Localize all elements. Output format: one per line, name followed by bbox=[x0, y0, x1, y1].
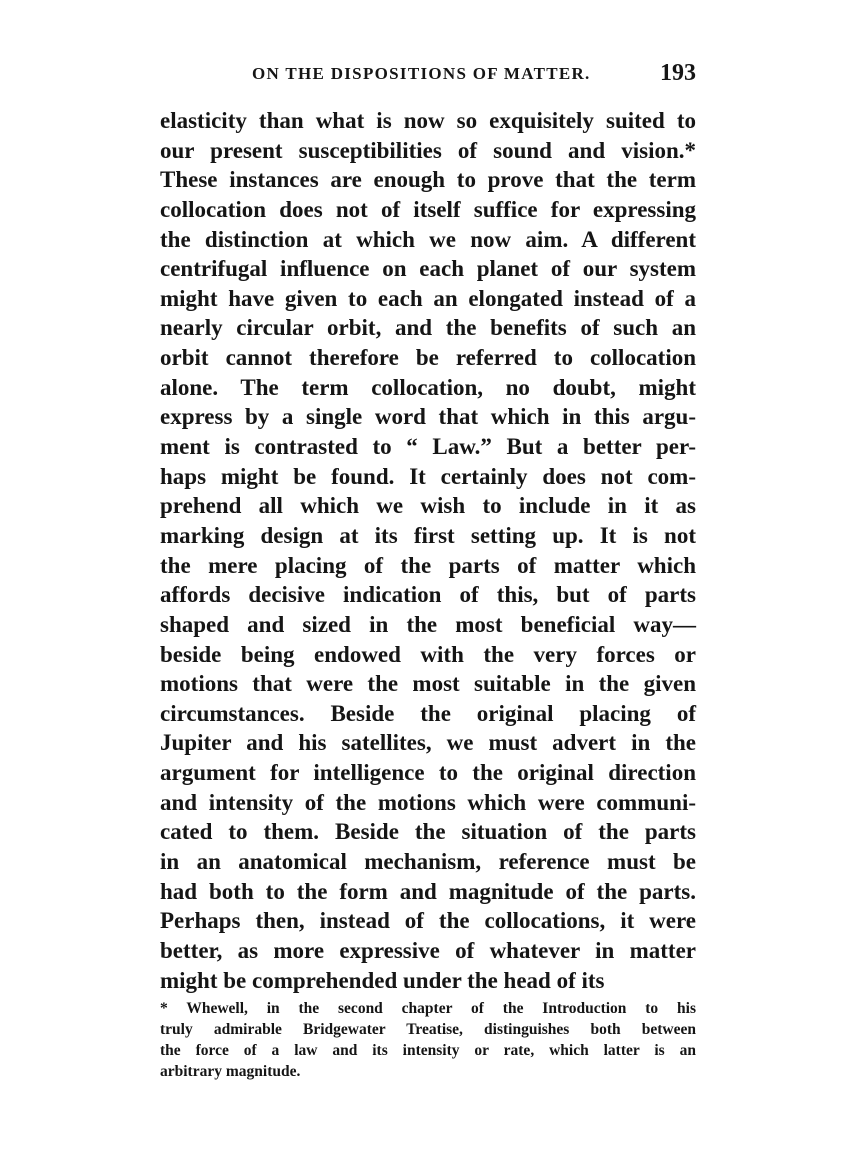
page-number: 193 bbox=[660, 60, 696, 86]
body-line: circumstances. Beside the original placing of bbox=[160, 700, 696, 726]
footnote-line: truly admirable Bridgewater Treatise, distinguishes both between bbox=[160, 1021, 696, 1038]
body-line: collocation does not of itself suffice for expressing bbox=[160, 196, 696, 222]
body-line: prehend all which we wish to include in it as bbox=[160, 493, 696, 519]
body-line: centrifugal influence on each planet of our system bbox=[160, 256, 696, 282]
body-line: beside being endowed with the very forces or bbox=[160, 641, 696, 667]
body-line: orbit cannot therefore be referred to collocation bbox=[160, 345, 696, 371]
body-text bbox=[160, 106, 696, 995]
body-line: marking design at its first setting up. It is not bbox=[160, 522, 696, 548]
body-line: alone. The term collocation, no doubt, might bbox=[160, 374, 696, 400]
body-line: Perhaps then, instead of the collocations, it were bbox=[160, 908, 696, 934]
body-line: affords decisive indication of this, but of parts bbox=[160, 582, 696, 608]
footnote-line: the force of a law and its intensity or rate, which latter is an bbox=[160, 1042, 696, 1059]
body-line: cated to them. Beside the situation of the parts bbox=[160, 819, 696, 845]
body-line: better, as more expressive of whatever in matter bbox=[160, 937, 696, 963]
body-line: ment is contrasted to “ Law.” But a better per- bbox=[160, 434, 696, 460]
body-line: nearly circular orbit, and the benefits of such an bbox=[160, 315, 696, 341]
body-line: our present susceptibilities of sound and vision.* bbox=[160, 137, 696, 163]
running-title: ON THE DISPOSITIONS OF MATTER. bbox=[252, 64, 591, 83]
body-line: the distinction at which we now aim. A different bbox=[160, 226, 696, 252]
body-line: express by a single word that which in this argu- bbox=[160, 404, 696, 430]
body-line: elasticity than what is now so exquisitely suited to bbox=[160, 108, 696, 133]
footnote bbox=[160, 998, 696, 1082]
running-head bbox=[160, 60, 696, 90]
body-line: argument for intelligence to the original direction bbox=[160, 760, 696, 786]
body-line: These instances are enough to prove that the term bbox=[160, 167, 696, 193]
footnote-line: arbitrary magnitude. bbox=[160, 1063, 301, 1080]
footnote-line: * Whewell, in the second chapter of the Introduction to his bbox=[160, 1000, 696, 1017]
body-line: haps might be found. It certainly does not com- bbox=[160, 463, 696, 489]
body-line: shaped and sized in the most beneficial way— bbox=[160, 611, 696, 637]
body-line: had both to the form and magnitude of the parts. bbox=[160, 878, 696, 904]
body-line: in an anatomical mechanism, reference must be bbox=[160, 849, 696, 875]
body-line: the mere placing of the parts of matter which bbox=[160, 552, 696, 578]
body-line: might be comprehended under the head of its bbox=[160, 967, 605, 993]
body-line: might have given to each an elongated instead of a bbox=[160, 285, 696, 311]
body-line: and intensity of the motions which were communi- bbox=[160, 789, 696, 815]
body-line: Jupiter and his satellites, we must advert in the bbox=[160, 730, 696, 756]
body-line: motions that were the most suitable in the given bbox=[160, 671, 696, 697]
